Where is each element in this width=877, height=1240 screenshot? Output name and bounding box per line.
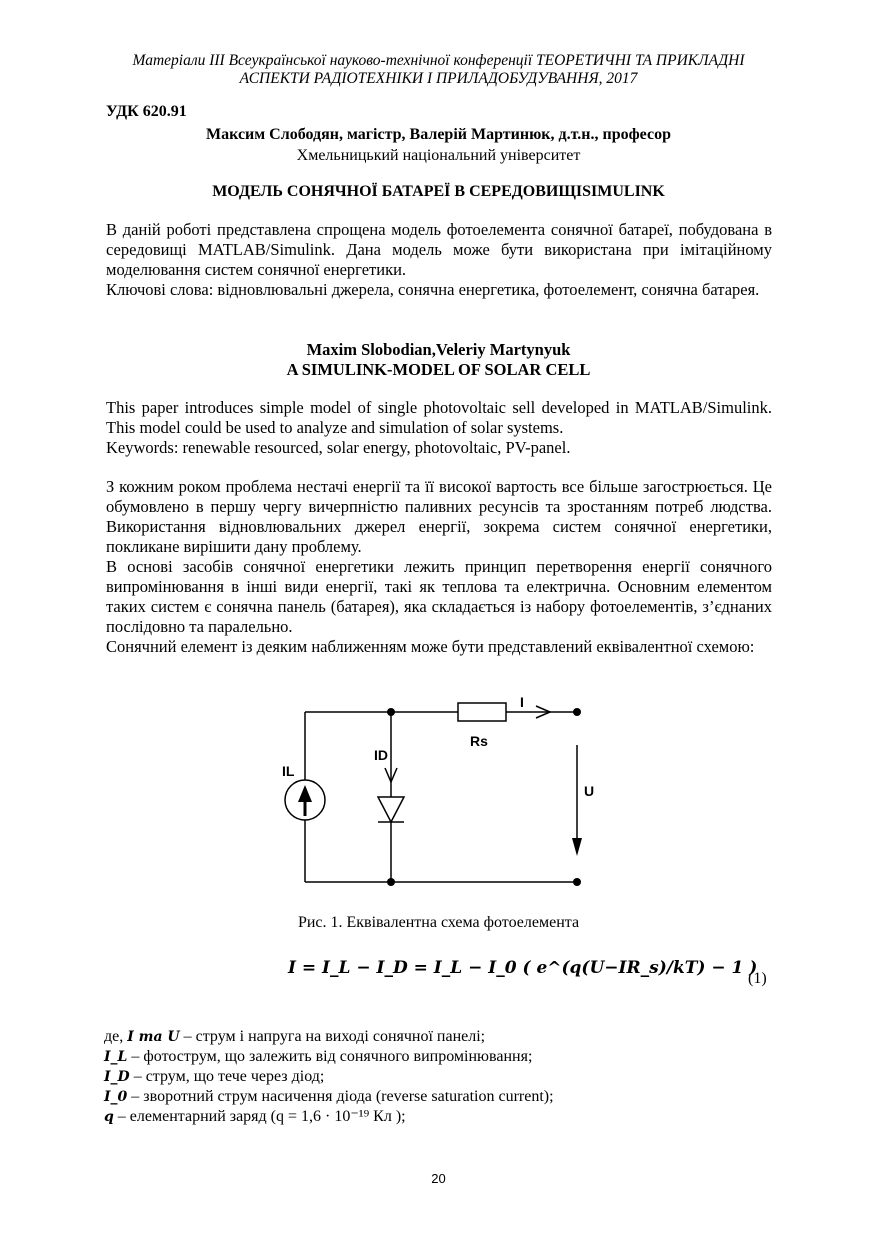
definition-text: – зворотний струм насичення діода (reverse saturation current); bbox=[131, 1088, 554, 1105]
definition-text: – струм, що тече через діод; bbox=[133, 1068, 325, 1085]
definition-text: – струм і напруга на виході сонячної панелі; bbox=[183, 1028, 486, 1045]
arrow-u-head bbox=[572, 838, 582, 856]
body-paragraph-3: Сонячний елемент із деяким наближенням може бути представлений еквівалентної схемою: bbox=[106, 637, 755, 656]
definition-text: – елементарний заряд (q = 1,6 · 10⁻¹⁹ Кл ); bbox=[117, 1108, 406, 1125]
symbol-definitions bbox=[104, 1027, 554, 1127]
label-rs: Rs bbox=[470, 733, 488, 749]
udk-code: УДК 620.91 bbox=[106, 103, 187, 120]
title-en: A SIMULINK-MODEL OF SOLAR CELL bbox=[286, 360, 591, 379]
node-top bbox=[387, 708, 395, 716]
terminal-top bbox=[573, 708, 581, 716]
node-bottom bbox=[387, 878, 395, 886]
definition-symbol: I_L bbox=[104, 1049, 128, 1065]
resistor-rs bbox=[458, 703, 506, 721]
figure-caption: Рис. 1. Еквівалентна схема фотоелемента bbox=[297, 914, 580, 931]
source-arrow-head bbox=[298, 785, 312, 802]
keywords-ua: Ключові слова: відновлювальні джерела, сонячна енергетика, фотоелемент, сонячна батарея. bbox=[106, 280, 760, 299]
label-u: U bbox=[584, 783, 595, 799]
label-i: I bbox=[520, 694, 524, 710]
equation-number: (1) bbox=[748, 970, 767, 987]
body-text bbox=[106, 477, 772, 657]
body-paragraph-2: В основі засобів сонячної енергетики лежить принцип перетворення енергії сонячного випромінювання в інші види енергії, такі як теплова та електрична. Основним елементом таких систем є сонячна панель (батарея), яка складається із набору фотоелементів, з’єднаних послідовно та паралельно. bbox=[106, 557, 772, 636]
definition-prefix: де, bbox=[104, 1028, 124, 1045]
definition-item bbox=[104, 1027, 554, 1047]
abstract-ua bbox=[106, 220, 772, 300]
terminal-bottom bbox=[573, 878, 581, 886]
definition-item bbox=[104, 1047, 554, 1067]
conference-header bbox=[0, 52, 877, 88]
english-heading bbox=[0, 340, 877, 380]
affiliation: Хмельницький національний університет bbox=[296, 147, 581, 164]
definition-symbol: I та U bbox=[127, 1029, 180, 1045]
abstract-ua-text: В даній роботі представлена спрощена модель фотоелемента сонячної батареї, побудована в середовищі MATLAB/Simulink. Дана модель може бути використана при імітаційному моделювання систем сонячної енергетики. bbox=[106, 220, 772, 279]
definition-item bbox=[104, 1087, 554, 1107]
authors-ua: Максим Слободян, магістр, Валерій Мартинюк, д.т.н., професор bbox=[206, 126, 671, 143]
definition-symbol: I_D bbox=[104, 1069, 130, 1085]
abstract-en-text: This paper introduces simple model of single photovoltaic sell developed in MATLAB/Simulink. This model could be used to analyze and simulation of solar systems. bbox=[106, 398, 772, 437]
label-il: IL bbox=[282, 763, 295, 779]
body-paragraph-1: З кожним роком проблема нестачі енергії та її високої вартость все більше загострюється. Це обумовлено в першу чергу вичерпністю паливних ресунсів та зростанням потреб людства. Використання відновлювальних джерел енергії, зокрема систем сонячної енергетики, покликане вирішити дану проблему. bbox=[106, 477, 772, 556]
authors-en: Maxim Slobodian,Veleriy Martynyuk bbox=[306, 340, 571, 359]
keywords-en: Keywords: renewable resourced, solar energy, photovoltaic, PV-panel. bbox=[106, 438, 571, 457]
equation-1: I = I_L − I_D = I_L − I_0 ( e^(q(U−IR_s)/kT) − 1 ) bbox=[288, 958, 758, 978]
title-ua: МОДЕЛЬ СОНЯЧНОЇ БАТАРЕЇ В СЕРЕДОВИЩІSIMULINK bbox=[212, 183, 665, 200]
definition-text: – фотострум, що залежить від сонячного випромінювання; bbox=[131, 1048, 533, 1065]
page-number: 20 bbox=[431, 1171, 446, 1186]
definition-item bbox=[104, 1107, 554, 1127]
header-line-1: Матеріали ІІІ Всеукраїнської науково-технічної конференції ТЕОРЕТИЧНІ ТА ПРИКЛАДНІ bbox=[132, 52, 745, 69]
label-id: ID bbox=[374, 747, 388, 763]
definition-item bbox=[104, 1067, 554, 1087]
diode-triangle bbox=[378, 797, 404, 822]
source-arrow-shaft bbox=[304, 800, 307, 816]
abstract-en bbox=[106, 398, 772, 458]
definition-symbol: I_0 bbox=[104, 1089, 128, 1105]
header-line-2: АСПЕКТИ РАДІОТЕХНІКИ І ПРИЛАДОБУДУВАННЯ, 2017 bbox=[239, 70, 638, 87]
equivalent-circuit-diagram bbox=[270, 690, 600, 895]
definition-symbol: q bbox=[104, 1109, 114, 1125]
